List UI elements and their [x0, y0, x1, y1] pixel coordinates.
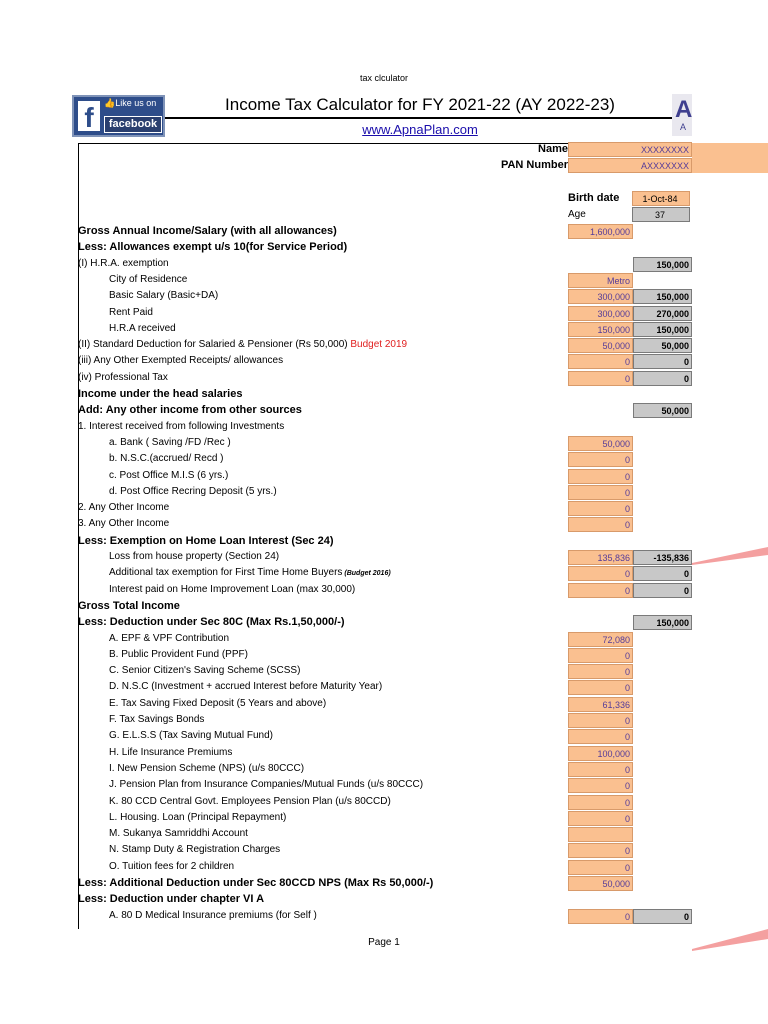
row-label — [109, 583, 355, 597]
input-cell[interactable]: 0 — [568, 469, 633, 484]
row-label-text: a. Bank ( Saving /FD /Rec ) — [109, 437, 231, 448]
logo-small-letter: A — [680, 122, 687, 132]
input-cell[interactable]: 50,000 — [568, 338, 633, 353]
row-label — [78, 517, 169, 531]
pan-label: PAN Number — [500, 159, 568, 171]
row-label-text: b. N.S.C.(accrued/ Recd ) — [109, 453, 224, 464]
row-label-text: N. Stamp Duty & Registration Charges — [109, 844, 281, 855]
row-label — [78, 338, 407, 352]
birth-date-label: Birth date — [568, 192, 620, 204]
row-label-text: Basic Salary (Basic+DA) — [109, 290, 219, 301]
input-cell[interactable]: 0 — [568, 843, 633, 858]
row-label-text: Gross Total Income — [78, 600, 180, 612]
input-cell[interactable]: 0 — [568, 371, 633, 386]
row-label — [78, 501, 169, 515]
row-label — [109, 697, 326, 711]
input-cell[interactable]: 61,336 — [568, 697, 633, 712]
row-label — [109, 843, 280, 857]
input-cell[interactable]: 0 — [568, 452, 633, 467]
row-label-text: Rent Paid — [109, 307, 153, 318]
row-label-text: City of Residence — [109, 274, 188, 285]
row-label-text: 3. Any Other Income — [78, 518, 170, 529]
row-label — [78, 387, 242, 401]
row-label — [78, 240, 347, 254]
computed-cell: 150,000 — [633, 322, 692, 337]
row-label — [109, 452, 223, 466]
red-pointer-shape — [692, 545, 768, 575]
row-label — [109, 550, 279, 564]
row-label-text: Interest paid on Home Improvement Loan (max 30,000) — [109, 584, 356, 595]
row-label-text: c. Post Office M.I.S (6 yrs.) — [109, 470, 229, 481]
row-label-text: (II) Standard Deduction for Salaried & Pensioner (Rs 50,000) — [78, 339, 348, 350]
logo-letter: A — [675, 96, 692, 123]
input-cell[interactable]: 100,000 — [568, 746, 633, 761]
input-cell[interactable]: 0 — [568, 860, 633, 875]
row-label-text: Less: Allowances exempt u/s 10(for Service Period) — [78, 241, 348, 253]
row-label-text: L. Housing. Loan (Principal Repayment) — [109, 812, 287, 823]
row-label — [78, 599, 180, 613]
title-divider — [165, 117, 691, 119]
row-label-text: Additional tax exemption for First Time Home Buyers — [109, 567, 343, 578]
row-label-text: d. Post Office Recring Deposit (5 yrs.) — [109, 486, 277, 497]
row-label — [78, 420, 284, 434]
computed-cell: 270,000 — [633, 306, 692, 321]
row-label — [78, 257, 169, 271]
input-cell[interactable]: 0 — [568, 778, 633, 793]
row-label-text: F. Tax Savings Bonds — [109, 714, 205, 725]
input-cell[interactable]: 50,000 — [568, 876, 633, 891]
row-label — [78, 534, 334, 548]
row-label — [78, 354, 283, 368]
row-label — [109, 322, 176, 336]
row-label-text: (iv) Professional Tax — [78, 372, 168, 383]
computed-cell: 150,000 — [633, 289, 692, 304]
row-label-text: Add: Any other income from other sources — [78, 404, 302, 416]
row-label — [109, 680, 382, 694]
like-text: Like us on — [115, 98, 157, 108]
computed-cell: 0 — [633, 354, 692, 369]
row-label — [78, 371, 168, 385]
row-label-text: M. Sukanya Samriddhi Account — [109, 828, 248, 839]
row-label-text: Less: Deduction under Sec 80C (Max Rs.1,50,000/-) — [78, 616, 345, 628]
row-label — [109, 289, 218, 303]
input-cell[interactable]: 0 — [568, 566, 633, 581]
row-label-text: (iii) Any Other Exempted Receipts/ allowances — [78, 355, 284, 366]
age-label: Age — [568, 209, 586, 220]
input-cell[interactable]: 135,836 — [568, 550, 633, 565]
input-cell[interactable]: 300,000 — [568, 289, 633, 304]
page-number: Page 1 — [368, 937, 400, 948]
row-label — [109, 664, 300, 678]
row-label-text: Income under the head salaries — [78, 388, 243, 400]
input-cell[interactable]: 150,000 — [568, 322, 633, 337]
computed-cell: 150,000 — [633, 615, 692, 630]
row-label — [78, 892, 264, 906]
row-label-text: Loss from house property (Section 24) — [109, 551, 280, 562]
row-label-text: Less: Additional Deduction under Sec 80CCD NPS (Max Rs 50,000/-) — [78, 877, 434, 889]
row-label-text: 2. Any Other Income — [78, 502, 170, 513]
input-cell[interactable]: 0 — [568, 811, 633, 826]
input-cell[interactable]: 0 — [568, 517, 633, 532]
row-label-text: Less: Deduction under chapter VI A — [78, 893, 265, 905]
input-cell[interactable]: 0 — [568, 762, 633, 777]
site-link[interactable]: www.ApnaPlan.com — [362, 122, 478, 137]
row-label — [109, 860, 234, 874]
row-label — [109, 909, 317, 923]
input-cell[interactable]: 0 — [568, 354, 633, 369]
row-label-text: O. Tuition fees for 2 children — [109, 861, 235, 872]
document-header: tax clculator — [359, 73, 409, 83]
facebook-like-badge[interactable] — [72, 95, 165, 137]
computed-cell: 50,000 — [633, 403, 692, 418]
input-cell[interactable]: 0 — [568, 501, 633, 516]
input-cell[interactable]: 0 — [568, 795, 633, 810]
birth-date-input[interactable]: 1-Oct-84 — [632, 191, 690, 206]
budget-note: Budget 2019 — [347, 339, 408, 350]
row-label — [109, 827, 248, 841]
like-us-label — [104, 98, 156, 109]
row-label-text: C. Senior Citizen's Saving Scheme (SCSS) — [109, 665, 301, 676]
input-cell[interactable] — [568, 827, 633, 842]
computed-cell: 150,000 — [633, 257, 692, 272]
row-label — [109, 469, 228, 483]
row-label — [78, 615, 345, 629]
row-label — [109, 648, 248, 662]
input-cell[interactable]: 0 — [568, 485, 633, 500]
input-cell[interactable]: 0 — [568, 583, 633, 598]
row-label — [109, 273, 187, 287]
row-label — [109, 566, 391, 581]
row-label-text: K. 80 CCD Central Govt. Employees Pension Plan (u/s 80CCD) — [109, 796, 391, 807]
row-label — [109, 485, 277, 499]
input-cell[interactable]: Metro — [568, 273, 633, 288]
row-label — [78, 403, 302, 417]
name-input[interactable]: XXXXXXXX — [568, 142, 692, 157]
row-label-text: B. Public Provident Fund (PPF) — [109, 649, 248, 660]
row-label — [109, 762, 304, 776]
row-label-text: A. EPF & VPF Contribution — [109, 633, 230, 644]
input-cell[interactable]: 50,000 — [568, 436, 633, 451]
row-label-text: D. N.S.C (Investment + accrued Interest before Maturity Year) — [109, 681, 383, 692]
row-label — [109, 632, 229, 646]
apnaplan-logo — [672, 94, 692, 136]
row-label — [109, 436, 231, 450]
row-label — [109, 729, 273, 743]
pan-input[interactable]: AXXXXXXX — [568, 158, 692, 173]
row-label — [109, 306, 153, 320]
computed-cell: -135,836 — [633, 550, 692, 565]
row-label-text: H. Life Insurance Premiums — [109, 747, 233, 758]
row-label-text: (I) H.R.A. exemption — [78, 258, 169, 269]
facebook-label: facebook — [104, 116, 162, 133]
row-label — [109, 795, 391, 809]
input-cell[interactable]: 0 — [568, 648, 633, 663]
row-label-text: 1. Interest received from following Investments — [78, 421, 285, 432]
thumbs-up-icon: 👍 — [104, 98, 116, 108]
row-label-text: E. Tax Saving Fixed Deposit (5 Years and above) — [109, 698, 327, 709]
input-cell[interactable]: 0 — [568, 729, 633, 744]
budget-note: (Budget 2016) — [342, 570, 391, 577]
row-label — [109, 811, 286, 825]
row-label — [109, 713, 204, 727]
computed-cell: 0 — [633, 583, 692, 598]
right-side-tab — [692, 143, 768, 173]
row-label — [78, 876, 433, 890]
row-label — [109, 746, 232, 760]
row-label-text: J. Pension Plan from Insurance Companies/Mutual Funds (u/s 80CCC) — [109, 779, 424, 790]
computed-cell: 0 — [633, 566, 692, 581]
facebook-f-icon: f — [78, 101, 100, 131]
input-cell[interactable]: 0 — [568, 680, 633, 695]
computed-cell: 0 — [633, 909, 692, 924]
row-label — [109, 778, 423, 792]
age-value: 37 — [632, 207, 690, 222]
input-cell[interactable]: 0 — [568, 664, 633, 679]
row-label — [78, 224, 337, 238]
input-cell[interactable]: 300,000 — [568, 306, 633, 321]
input-cell[interactable]: 0 — [568, 909, 633, 924]
input-cell[interactable]: 1,600,000 — [568, 224, 633, 239]
name-label: Name — [538, 143, 568, 155]
row-label-text: G. E.L.S.S (Tax Saving Mutual Fund) — [109, 730, 273, 741]
input-cell[interactable]: 72,080 — [568, 632, 633, 647]
computed-cell: 0 — [633, 371, 692, 386]
row-label-text: A. 80 D Medical Insurance premiums (for Self ) — [109, 910, 317, 921]
page-title: Income Tax Calculator for FY 2021-22 (AY 2022-23) — [225, 95, 615, 114]
row-label-text: H.R.A received — [109, 323, 176, 334]
input-cell[interactable]: 0 — [568, 713, 633, 728]
row-label-text: I. New Pension Scheme (NPS) (u/s 80CCC) — [109, 763, 305, 774]
computed-cell: 50,000 — [633, 338, 692, 353]
row-label-text: Gross Annual Income/Salary (with all allowances) — [78, 225, 337, 237]
row-label-text: Less: Exemption on Home Loan Interest (Sec 24) — [78, 535, 334, 547]
